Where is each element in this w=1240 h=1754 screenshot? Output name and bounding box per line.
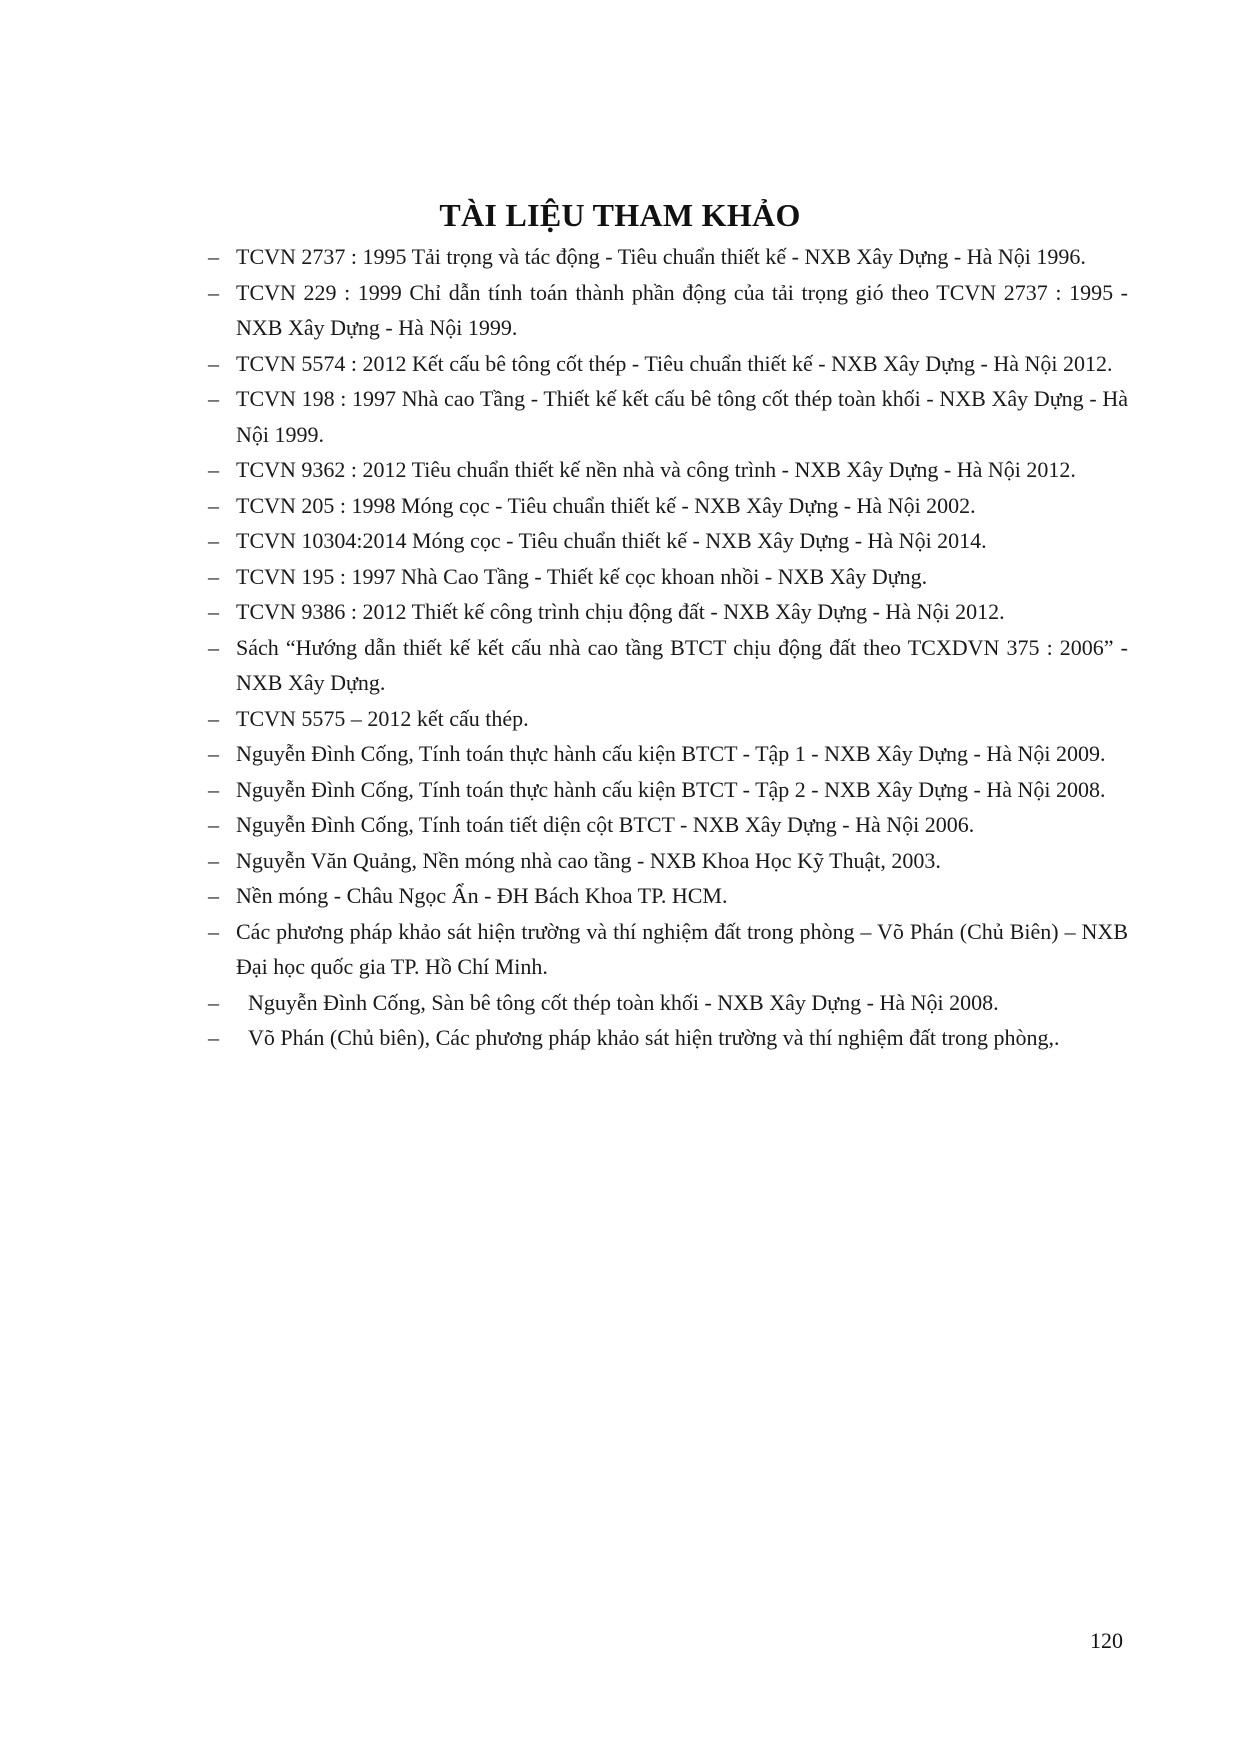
reference-text: TCVN 2737 : 1995 Tải trọng và tác động - Tiêu chuẩn thiết kế - NXB Xây Dựng - Hà Nội 1996.: [236, 244, 1086, 269]
bullet-dash: –: [208, 918, 219, 944]
reference-text: Nguyễn Văn Quảng, Nền móng nhà cao tầng - NXB Khoa Học Kỹ Thuật, 2003.: [236, 847, 941, 873]
reference-item: [208, 985, 1128, 1021]
bullet-dash: –: [208, 244, 219, 269]
reference-item: [208, 1020, 1128, 1056]
bullet-dash: –: [208, 279, 219, 305]
bullet-dash: –: [208, 634, 219, 660]
reference-item: [208, 346, 1128, 382]
reference-item: [208, 914, 1128, 985]
reference-text: TCVN 9362 : 2012 Tiêu chuẩn thiết kế nền nhà và công trình - NXB Xây Dựng - Hà Nội 2012.: [236, 457, 1076, 482]
reference-item: [208, 843, 1128, 879]
reference-text: Các phương pháp khảo sát hiện trường và thí nghiệm đất trong phòng – Võ Phán (Chủ Biên) – NXB Đại học quốc gia TP. Hồ Chí Minh.: [236, 918, 1128, 979]
reference-text: Sách “Hướng dẫn thiết kế kết cấu nhà cao tầng BTCT chịu động đất theo TCXDVN 375 : 2006” - NXB Xây Dựng.: [236, 634, 1128, 695]
bullet-dash: –: [208, 528, 219, 553]
reference-text: Nguyễn Đình Cống, Sàn bê tông cốt thép toàn khối - NXB Xây Dựng - Hà Nội 2008.: [248, 989, 999, 1015]
reference-item: [208, 452, 1128, 488]
reference-item: [208, 594, 1128, 630]
reference-item: [208, 736, 1128, 772]
reference-item: [208, 381, 1128, 452]
bullet-dash: –: [208, 386, 219, 411]
reference-item: [208, 239, 1128, 275]
reference-text: Nguyễn Đình Cống, Tính toán tiết diện cột BTCT - NXB Xây Dựng - Hà Nội 2006.: [236, 812, 975, 837]
reference-item: [208, 488, 1128, 524]
reference-item: [208, 807, 1128, 843]
bullet-dash: –: [208, 989, 219, 1015]
bullet-dash: –: [208, 457, 219, 482]
bullet-dash: –: [208, 563, 219, 589]
reference-item: [208, 878, 1128, 914]
bullet-dash: –: [208, 492, 219, 518]
bullet-dash: –: [208, 350, 219, 376]
bullet-dash: –: [208, 705, 219, 731]
bullet-dash: –: [208, 847, 219, 873]
reference-text: TCVN 9386 : 2012 Thiết kế công trình chịu động đất - NXB Xây Dựng - Hà Nội 2012.: [236, 599, 1005, 624]
reference-text: TCVN 229 : 1999 Chỉ dẫn tính toán thành phần động của tải trọng gió theo TCVN 2737 : 1995 - NXB Xây Dựng - Hà Nội 1999.: [236, 279, 1128, 340]
reference-item: [208, 701, 1128, 737]
reference-text: Võ Phán (Chủ biên), Các phương pháp khảo sát hiện trường và thí nghiệm đất trong phòng,.: [248, 1025, 1060, 1050]
bullet-dash: –: [208, 741, 219, 766]
bullet-dash: –: [208, 883, 219, 908]
reference-text: TCVN 195 : 1997 Nhà Cao Tầng - Thiết kế cọc khoan nhồi - NXB Xây Dựng.: [236, 563, 928, 589]
bullet-dash: –: [208, 1025, 219, 1050]
reference-text: TCVN 5575 – 2012 kết cấu thép.: [236, 705, 529, 731]
reference-text: TCVN 198 : 1997 Nhà cao Tầng - Thiết kế kết cấu bê tông cốt thép toàn khối - NXB Xây Dựng - Hà Nội 1999.: [236, 386, 1128, 447]
reference-text: TCVN 205 : 1998 Móng cọc - Tiêu chuẩn thiết kế - NXB Xây Dựng - Hà Nội 2002.: [236, 492, 976, 518]
reference-item: [208, 523, 1128, 559]
reference-text: TCVN 5574 : 2012 Kết cấu bê tông cốt thép - Tiêu chuẩn thiết kế - NXB Xây Dựng - Hà Nội 2012.: [236, 350, 1113, 376]
bullet-dash: –: [208, 776, 219, 802]
reference-text: Nguyễn Đình Cống, Tính toán thực hành cấu kiện BTCT - Tập 2 - NXB Xây Dựng - Hà Nội 2008.: [236, 776, 1106, 802]
reference-item: [208, 275, 1128, 346]
reference-list: [208, 239, 1128, 1056]
page-title: TÀI LIỆU THAM KHẢO: [439, 197, 801, 234]
reference-text: Nguyễn Đình Cống, Tính toán thực hành cấu kiện BTCT - Tập 1 - NXB Xây Dựng - Hà Nội 2009.: [236, 741, 1106, 766]
reference-text: Nền móng - Châu Ngọc Ẩn - ĐH Bách Khoa TP. HCM.: [236, 883, 728, 908]
reference-text: TCVN 10304:2014 Móng cọc - Tiêu chuẩn thiết kế - NXB Xây Dựng - Hà Nội 2014.: [236, 528, 987, 553]
reference-item: [208, 772, 1128, 808]
bullet-dash: –: [208, 599, 219, 624]
page-number: 120: [1090, 1628, 1123, 1653]
bullet-dash: –: [208, 812, 219, 837]
reference-item: [208, 559, 1128, 595]
reference-item: [208, 630, 1128, 701]
